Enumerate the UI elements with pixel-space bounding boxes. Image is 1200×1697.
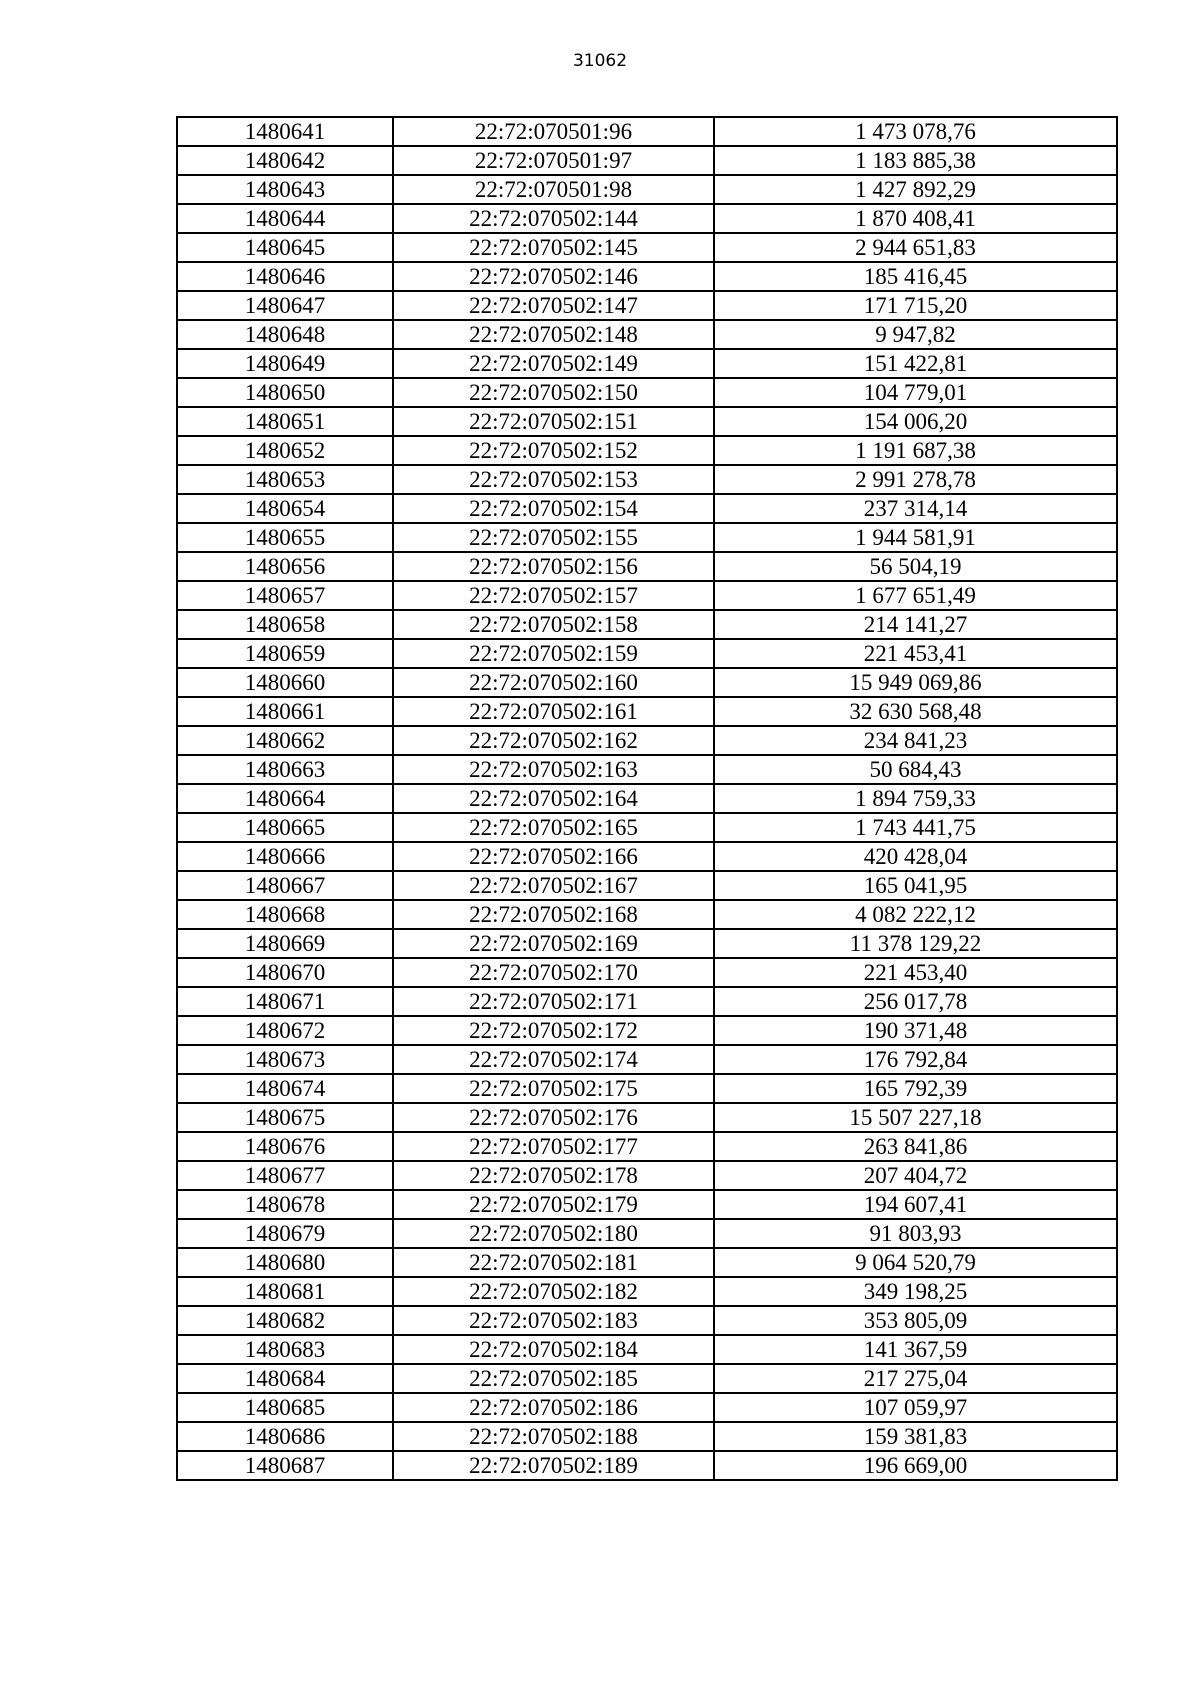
value-cell: 1 191 687,38 (714, 436, 1117, 465)
cadastral-number-cell: 22:72:070502:144 (393, 204, 714, 233)
value-cell: 185 416,45 (714, 262, 1117, 291)
cadastral-number-cell: 22:72:070502:164 (393, 784, 714, 813)
table-row (177, 378, 1117, 407)
records-table-body (177, 117, 1117, 1480)
value-cell: 104 779,01 (714, 378, 1117, 407)
value-cell: 221 453,41 (714, 639, 1117, 668)
table-row (177, 726, 1117, 755)
table-row (177, 407, 1117, 436)
table-row (177, 1219, 1117, 1248)
record-number-cell: 1480650 (177, 378, 393, 407)
table-row (177, 1190, 1117, 1219)
record-number-cell: 1480670 (177, 958, 393, 987)
value-cell: 1 183 885,38 (714, 146, 1117, 175)
record-number-cell: 1480643 (177, 175, 393, 204)
value-cell: 1 473 078,76 (714, 117, 1117, 146)
record-number-cell: 1480663 (177, 755, 393, 784)
value-cell: 221 453,40 (714, 958, 1117, 987)
cadastral-number-cell: 22:72:070502:181 (393, 1248, 714, 1277)
table-row (177, 320, 1117, 349)
cadastral-number-cell: 22:72:070502:147 (393, 291, 714, 320)
record-number-cell: 1480645 (177, 233, 393, 262)
cadastral-number-cell: 22:72:070502:154 (393, 494, 714, 523)
value-cell: 154 006,20 (714, 407, 1117, 436)
value-cell: 50 684,43 (714, 755, 1117, 784)
record-number-cell: 1480661 (177, 697, 393, 726)
cadastral-number-cell: 22:72:070502:177 (393, 1132, 714, 1161)
cadastral-number-cell: 22:72:070501:97 (393, 146, 714, 175)
cadastral-number-cell: 22:72:070502:152 (393, 436, 714, 465)
record-number-cell: 1480685 (177, 1393, 393, 1422)
table-row (177, 1422, 1117, 1451)
value-cell: 1 870 408,41 (714, 204, 1117, 233)
table-row (177, 1045, 1117, 1074)
value-cell: 165 792,39 (714, 1074, 1117, 1103)
table-row (177, 233, 1117, 262)
cadastral-number-cell: 22:72:070502:145 (393, 233, 714, 262)
value-cell: 151 422,81 (714, 349, 1117, 378)
table-row (177, 1364, 1117, 1393)
table-row (177, 175, 1117, 204)
cadastral-number-cell: 22:72:070502:171 (393, 987, 714, 1016)
cadastral-number-cell: 22:72:070502:166 (393, 842, 714, 871)
cadastral-number-cell: 22:72:070502:163 (393, 755, 714, 784)
cadastral-number-cell: 22:72:070502:151 (393, 407, 714, 436)
value-cell: 141 367,59 (714, 1335, 1117, 1364)
cadastral-number-cell: 22:72:070502:161 (393, 697, 714, 726)
table-row (177, 494, 1117, 523)
cadastral-number-cell: 22:72:070502:170 (393, 958, 714, 987)
table-row (177, 958, 1117, 987)
record-number-cell: 1480668 (177, 900, 393, 929)
record-number-cell: 1480641 (177, 117, 393, 146)
table-row (177, 1451, 1117, 1480)
record-number-cell: 1480666 (177, 842, 393, 871)
table-row (177, 1306, 1117, 1335)
table-row (177, 987, 1117, 1016)
table-row (177, 1393, 1117, 1422)
cadastral-number-cell: 22:72:070502:168 (393, 900, 714, 929)
table-row (177, 697, 1117, 726)
table-row (177, 842, 1117, 871)
value-cell: 263 841,86 (714, 1132, 1117, 1161)
record-number-cell: 1480655 (177, 523, 393, 552)
record-number-cell: 1480649 (177, 349, 393, 378)
cadastral-number-cell: 22:72:070502:165 (393, 813, 714, 842)
cadastral-number-cell: 22:72:070502:160 (393, 668, 714, 697)
value-cell: 196 669,00 (714, 1451, 1117, 1480)
record-number-cell: 1480675 (177, 1103, 393, 1132)
table-row (177, 610, 1117, 639)
cadastral-number-cell: 22:72:070502:184 (393, 1335, 714, 1364)
value-cell: 11 378 129,22 (714, 929, 1117, 958)
record-number-cell: 1480686 (177, 1422, 393, 1451)
record-number-cell: 1480680 (177, 1248, 393, 1277)
record-number-cell: 1480664 (177, 784, 393, 813)
table-row (177, 1248, 1117, 1277)
cadastral-number-cell: 22:72:070502:150 (393, 378, 714, 407)
record-number-cell: 1480652 (177, 436, 393, 465)
cadastral-number-cell: 22:72:070502:182 (393, 1277, 714, 1306)
record-number-cell: 1480684 (177, 1364, 393, 1393)
record-number-cell: 1480679 (177, 1219, 393, 1248)
cadastral-number-cell: 22:72:070502:189 (393, 1451, 714, 1480)
cadastral-number-cell: 22:72:070502:180 (393, 1219, 714, 1248)
table-row (177, 349, 1117, 378)
table-row (177, 1335, 1117, 1364)
cadastral-number-cell: 22:72:070502:179 (393, 1190, 714, 1219)
cadastral-number-cell: 22:72:070501:98 (393, 175, 714, 204)
value-cell: 1 427 892,29 (714, 175, 1117, 204)
value-cell: 15 949 069,86 (714, 668, 1117, 697)
record-number-cell: 1480671 (177, 987, 393, 1016)
page-number: 31062 (572, 51, 628, 71)
record-number-cell: 1480660 (177, 668, 393, 697)
cadastral-number-cell: 22:72:070502:183 (393, 1306, 714, 1335)
table-row (177, 929, 1117, 958)
record-number-cell: 1480658 (177, 610, 393, 639)
value-cell: 1 894 759,33 (714, 784, 1117, 813)
value-cell: 237 314,14 (714, 494, 1117, 523)
record-number-cell: 1480672 (177, 1016, 393, 1045)
table-row (177, 117, 1117, 146)
cadastral-number-cell: 22:72:070502:188 (393, 1422, 714, 1451)
value-cell: 353 805,09 (714, 1306, 1117, 1335)
value-cell: 56 504,19 (714, 552, 1117, 581)
value-cell: 217 275,04 (714, 1364, 1117, 1393)
record-number-cell: 1480674 (177, 1074, 393, 1103)
cadastral-number-cell: 22:72:070501:96 (393, 117, 714, 146)
value-cell: 4 082 222,12 (714, 900, 1117, 929)
table-row (177, 813, 1117, 842)
cadastral-number-cell: 22:72:070502:155 (393, 523, 714, 552)
table-row (177, 523, 1117, 552)
value-cell: 171 715,20 (714, 291, 1117, 320)
cadastral-number-cell: 22:72:070502:158 (393, 610, 714, 639)
cadastral-number-cell: 22:72:070502:153 (393, 465, 714, 494)
table-row (177, 1016, 1117, 1045)
cadastral-number-cell: 22:72:070502:178 (393, 1161, 714, 1190)
value-cell: 214 141,27 (714, 610, 1117, 639)
table-row (177, 1132, 1117, 1161)
table-row (177, 436, 1117, 465)
record-number-cell: 1480651 (177, 407, 393, 436)
records-table (176, 116, 1118, 1481)
record-number-cell: 1480642 (177, 146, 393, 175)
table-row (177, 465, 1117, 494)
value-cell: 15 507 227,18 (714, 1103, 1117, 1132)
value-cell: 207 404,72 (714, 1161, 1117, 1190)
cadastral-number-cell: 22:72:070502:169 (393, 929, 714, 958)
table-row (177, 262, 1117, 291)
value-cell: 1 944 581,91 (714, 523, 1117, 552)
cadastral-number-cell: 22:72:070502:157 (393, 581, 714, 610)
cadastral-number-cell: 22:72:070502:175 (393, 1074, 714, 1103)
value-cell: 165 041,95 (714, 871, 1117, 900)
value-cell: 2 944 651,83 (714, 233, 1117, 262)
record-number-cell: 1480667 (177, 871, 393, 900)
record-number-cell: 1480644 (177, 204, 393, 233)
table-row (177, 900, 1117, 929)
table-row (177, 755, 1117, 784)
table-row (177, 1277, 1117, 1306)
table-row (177, 1103, 1117, 1132)
record-number-cell: 1480647 (177, 291, 393, 320)
value-cell: 176 792,84 (714, 1045, 1117, 1074)
record-number-cell: 1480676 (177, 1132, 393, 1161)
record-number-cell: 1480653 (177, 465, 393, 494)
record-number-cell: 1480662 (177, 726, 393, 755)
cadastral-number-cell: 22:72:070502:172 (393, 1016, 714, 1045)
record-number-cell: 1480683 (177, 1335, 393, 1364)
value-cell: 194 607,41 (714, 1190, 1117, 1219)
value-cell: 234 841,23 (714, 726, 1117, 755)
value-cell: 2 991 278,78 (714, 465, 1117, 494)
table-row (177, 146, 1117, 175)
record-number-cell: 1480681 (177, 1277, 393, 1306)
record-number-cell: 1480678 (177, 1190, 393, 1219)
record-number-cell: 1480657 (177, 581, 393, 610)
record-number-cell: 1480648 (177, 320, 393, 349)
value-cell: 159 381,83 (714, 1422, 1117, 1451)
value-cell: 190 371,48 (714, 1016, 1117, 1045)
table-row (177, 871, 1117, 900)
record-number-cell: 1480654 (177, 494, 393, 523)
cadastral-number-cell: 22:72:070502:146 (393, 262, 714, 291)
table-row (177, 668, 1117, 697)
value-cell: 1 677 651,49 (714, 581, 1117, 610)
record-number-cell: 1480687 (177, 1451, 393, 1480)
cadastral-number-cell: 22:72:070502:148 (393, 320, 714, 349)
value-cell: 32 630 568,48 (714, 697, 1117, 726)
table-row (177, 552, 1117, 581)
table-row (177, 639, 1117, 668)
table-row (177, 784, 1117, 813)
cadastral-number-cell: 22:72:070502:185 (393, 1364, 714, 1393)
table-row (177, 581, 1117, 610)
value-cell: 256 017,78 (714, 987, 1117, 1016)
record-number-cell: 1480656 (177, 552, 393, 581)
record-number-cell: 1480677 (177, 1161, 393, 1190)
record-number-cell: 1480669 (177, 929, 393, 958)
record-number-cell: 1480659 (177, 639, 393, 668)
table-row (177, 1161, 1117, 1190)
record-number-cell: 1480673 (177, 1045, 393, 1074)
value-cell: 9 064 520,79 (714, 1248, 1117, 1277)
value-cell: 91 803,93 (714, 1219, 1117, 1248)
cadastral-number-cell: 22:72:070502:149 (393, 349, 714, 378)
value-cell: 349 198,25 (714, 1277, 1117, 1306)
value-cell: 420 428,04 (714, 842, 1117, 871)
record-number-cell: 1480682 (177, 1306, 393, 1335)
table-row (177, 1074, 1117, 1103)
cadastral-number-cell: 22:72:070502:156 (393, 552, 714, 581)
record-number-cell: 1480665 (177, 813, 393, 842)
value-cell: 1 743 441,75 (714, 813, 1117, 842)
table-row (177, 204, 1117, 233)
cadastral-number-cell: 22:72:070502:162 (393, 726, 714, 755)
value-cell: 107 059,97 (714, 1393, 1117, 1422)
value-cell: 9 947,82 (714, 320, 1117, 349)
cadastral-number-cell: 22:72:070502:174 (393, 1045, 714, 1074)
cadastral-number-cell: 22:72:070502:167 (393, 871, 714, 900)
cadastral-number-cell: 22:72:070502:176 (393, 1103, 714, 1132)
record-number-cell: 1480646 (177, 262, 393, 291)
cadastral-number-cell: 22:72:070502:186 (393, 1393, 714, 1422)
cadastral-number-cell: 22:72:070502:159 (393, 639, 714, 668)
table-row (177, 291, 1117, 320)
